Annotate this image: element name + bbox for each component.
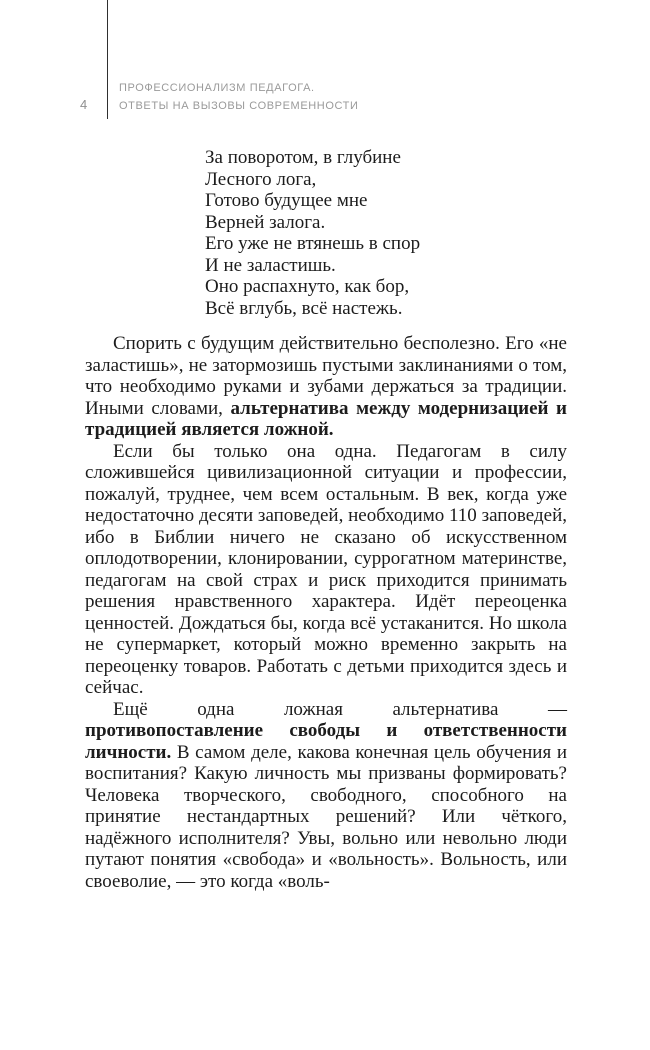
poem-line: Лесного лога, <box>205 168 317 190</box>
running-header-line1: ПРОФЕССИОНАЛИЗМ ПЕДАГОГА. <box>119 82 315 94</box>
text-run: Ещё одна ложная альтернатива — <box>113 698 567 720</box>
poem-line: Готово будущее мне <box>205 190 368 211</box>
poem-line: За поворотом, в глубине <box>205 147 401 168</box>
poem-quote <box>205 147 420 319</box>
text-run-bold: альтернатива между модернизацией и традицией является ложной. <box>85 397 567 440</box>
paragraph <box>85 333 567 441</box>
text-run: Если бы только она одна. Педагогам в силу сложившейся цивилизационной ситуации и профессии, пожалуй, труднее, чем всем остальным. В век, когда уже недостаточно десяти заповедей, необходимо 110 заповедей, ибо в Библии ничего не сказано об искусственном оплодотворении, клонировании, суррогатном материнстве, педагогам на свой страх и риск приходится принимать решения нравственного характера. Идёт переоценка ценностей. Дождаться бы, когда всё устаканится. Но школа не супермаркет, который можно временно закрыть на переоценку товаров. Работать с детьми приходится здесь и сейчас. <box>85 440 567 698</box>
paragraph <box>85 699 567 893</box>
header-rule <box>107 0 108 119</box>
poem-line: Оно распахнуто, как бор, <box>205 276 410 297</box>
running-header <box>119 79 359 115</box>
poem-line: Верней залога. <box>205 211 326 233</box>
text-run: Спорить с будущим действительно бесполезно. Его «не заластишь», не затормозишь пустыми заклинаниями о том, что необходимо руками и зубами держаться за традиции. Иными словами, <box>85 333 567 419</box>
text-run: В самом деле, какова конечная цель обучения и воспитания? Какую личность мы призваны формировать? Человека творческого, свободного, способного на принятие нестандартных решений? Или чёткого, надёжного исполнителя? Увы, вольно или невольно люди путают понятия «свобода» и «вольность». Вольность, или своеволие, — это когда «воль- <box>85 741 567 892</box>
poem-line: Его уже не втянешь в спор <box>205 233 421 254</box>
page-number: 4 <box>80 97 88 112</box>
poem-line: И не заластишь. <box>205 254 336 276</box>
running-header-line2: ОТВЕТЫ НА ВЫЗОВЫ СОВРЕМЕННОСТИ <box>119 100 359 112</box>
poem-line: Всё вглубь, всё настежь. <box>205 297 403 319</box>
text-run-bold: противопоставление свободы и ответственности личности. <box>85 720 567 763</box>
body-text <box>85 333 567 892</box>
paragraph <box>85 441 567 699</box>
